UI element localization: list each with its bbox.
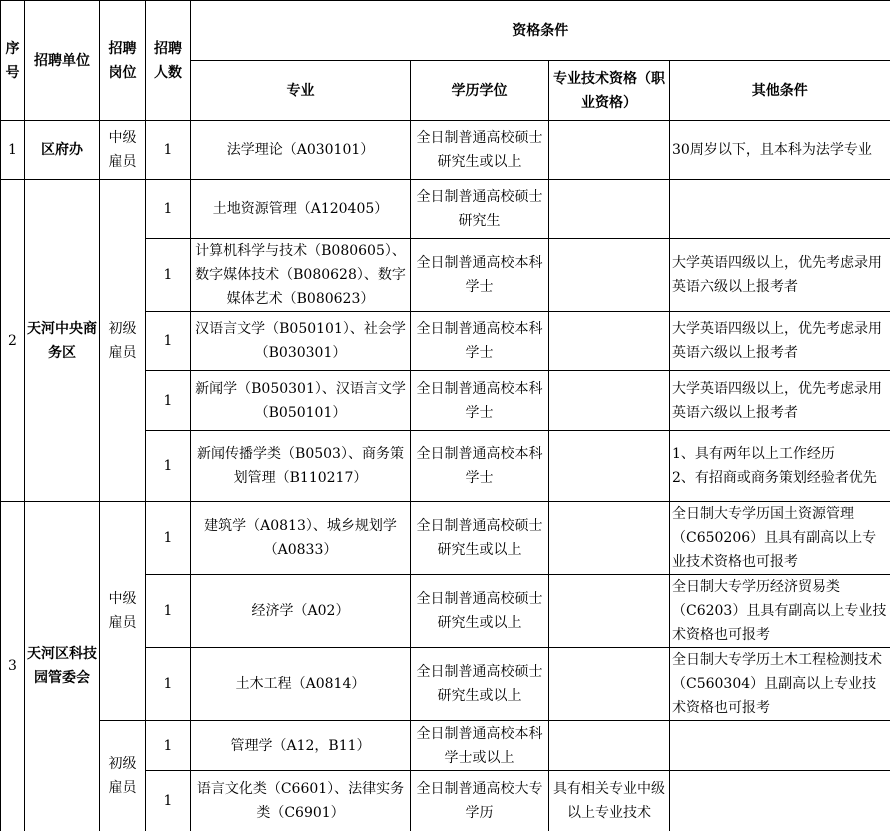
education-cell: 全日制普通高校大专学历	[411, 771, 549, 831]
tech-cell	[549, 239, 670, 312]
header-post: 招聘岗位	[100, 1, 146, 121]
unit-cell: 区府办	[25, 121, 100, 180]
count-cell: 1	[146, 502, 191, 575]
table-row	[1, 121, 890, 180]
other-cell: 30周岁以下，且本科为法学专业	[670, 121, 890, 180]
count-cell: 1	[146, 121, 191, 180]
education-cell: 全日制普通高校硕士研究生或以上	[411, 575, 549, 648]
tech-cell	[549, 371, 670, 431]
tech-cell: 具有相关专业中级以上专业技术	[549, 771, 670, 831]
major-cell: 土地资源管理（A120405）	[191, 180, 411, 239]
seq-cell: 3	[1, 502, 25, 831]
tech-cell	[549, 721, 670, 771]
tech-cell	[549, 180, 670, 239]
count-cell: 1	[146, 771, 191, 831]
header-row-1	[1, 1, 890, 61]
other-cell	[670, 771, 890, 831]
other-cell: 大学英语四级以上，优先考虑录用英语六级以上报考者	[670, 312, 890, 371]
education-cell: 全日制普通高校本科学士或以上	[411, 721, 549, 771]
major-cell: 新闻传播学类（B0503）、商务策划管理（B110217）	[191, 431, 411, 502]
count-cell: 1	[146, 371, 191, 431]
education-cell: 全日制普通高校硕士研究生	[411, 180, 549, 239]
other-cell	[670, 180, 890, 239]
tech-cell	[549, 312, 670, 371]
tech-cell	[549, 575, 670, 648]
major-cell: 管理学（A12，B11）	[191, 721, 411, 771]
tech-cell	[549, 648, 670, 721]
header-seq: 序号	[1, 1, 25, 121]
header-count: 招聘人数	[146, 1, 191, 121]
count-cell: 1	[146, 575, 191, 648]
seq-cell: 2	[1, 180, 25, 502]
header-education: 学历学位	[411, 61, 549, 121]
major-cell: 语言文化类（C6601）、法律实务类（C6901）	[191, 771, 411, 831]
other-cell: 大学英语四级以上，优先考虑录用英语六级以上报考者	[670, 239, 890, 312]
unit-cell: 天河区科技园管委会	[25, 502, 100, 831]
seq-cell: 1	[1, 121, 25, 180]
education-cell: 全日制普通高校本科学士	[411, 431, 549, 502]
post-cell: 中级雇员	[100, 121, 146, 180]
count-cell: 1	[146, 239, 191, 312]
count-cell: 1	[146, 431, 191, 502]
table-row	[1, 721, 890, 771]
post-cell: 初级雇员	[100, 721, 146, 831]
header-unit: 招聘单位	[25, 1, 100, 121]
education-cell: 全日制普通高校本科学士	[411, 239, 549, 312]
major-cell: 经济学（A02）	[191, 575, 411, 648]
other-cell: 大学英语四级以上，优先考虑录用英语六级以上报考者	[670, 371, 890, 431]
education-cell: 全日制普通高校本科学士	[411, 371, 549, 431]
post-cell: 初级雇员	[100, 180, 146, 502]
tech-cell	[549, 502, 670, 575]
other-cell: 全日制大专学历经济贸易类（C6203）且具有副高以上专业技术资格也可报考	[670, 575, 890, 648]
education-cell: 全日制普通高校本科学士	[411, 312, 549, 371]
major-cell: 土木工程（A0814）	[191, 648, 411, 721]
post-cell: 中级雇员	[100, 502, 146, 721]
count-cell: 1	[146, 312, 191, 371]
count-cell: 1	[146, 648, 191, 721]
other-cell	[670, 431, 890, 502]
other-line: 2、有招商或商务策划经验者优先	[672, 470, 877, 486]
header-other-conditions: 其他条件	[670, 61, 890, 121]
other-cell: 全日制大专学历土木工程检测技术（C560304）且副高以上专业技术资格也可报考	[670, 648, 890, 721]
header-tech-qualification: 专业技术资格（职业资格）	[549, 61, 670, 121]
count-cell: 1	[146, 721, 191, 771]
major-cell: 法学理论（A030101）	[191, 121, 411, 180]
other-cell	[670, 721, 890, 771]
education-cell: 全日制普通高校硕士研究生或以上	[411, 121, 549, 180]
unit-cell: 天河中央商务区	[25, 180, 100, 502]
major-cell: 汉语言文学（B050101）、社会学（B030301）	[191, 312, 411, 371]
education-cell: 全日制普通高校硕士研究生或以上	[411, 502, 549, 575]
education-cell: 全日制普通高校硕士研究生或以上	[411, 648, 549, 721]
header-major: 专业	[191, 61, 411, 121]
table-row	[1, 502, 890, 575]
tech-cell	[549, 431, 670, 502]
tech-cell	[549, 121, 670, 180]
table-row	[1, 180, 890, 239]
major-cell: 新闻学（B050301）、汉语言文学（B050101）	[191, 371, 411, 431]
major-cell: 计算机科学与技术（B080605）、数字媒体技术（B080628）、数字媒体艺术（B080623）	[191, 239, 411, 312]
other-line: 1、具有两年以上工作经历	[672, 446, 835, 462]
header-qualifications: 资格条件	[191, 1, 890, 61]
count-cell: 1	[146, 180, 191, 239]
other-cell: 全日制大专学历国土资源管理（C650206）且具有副高以上专业技术资格也可报考	[670, 502, 890, 575]
major-cell: 建筑学（A0813）、城乡规划学（A0833）	[191, 502, 411, 575]
